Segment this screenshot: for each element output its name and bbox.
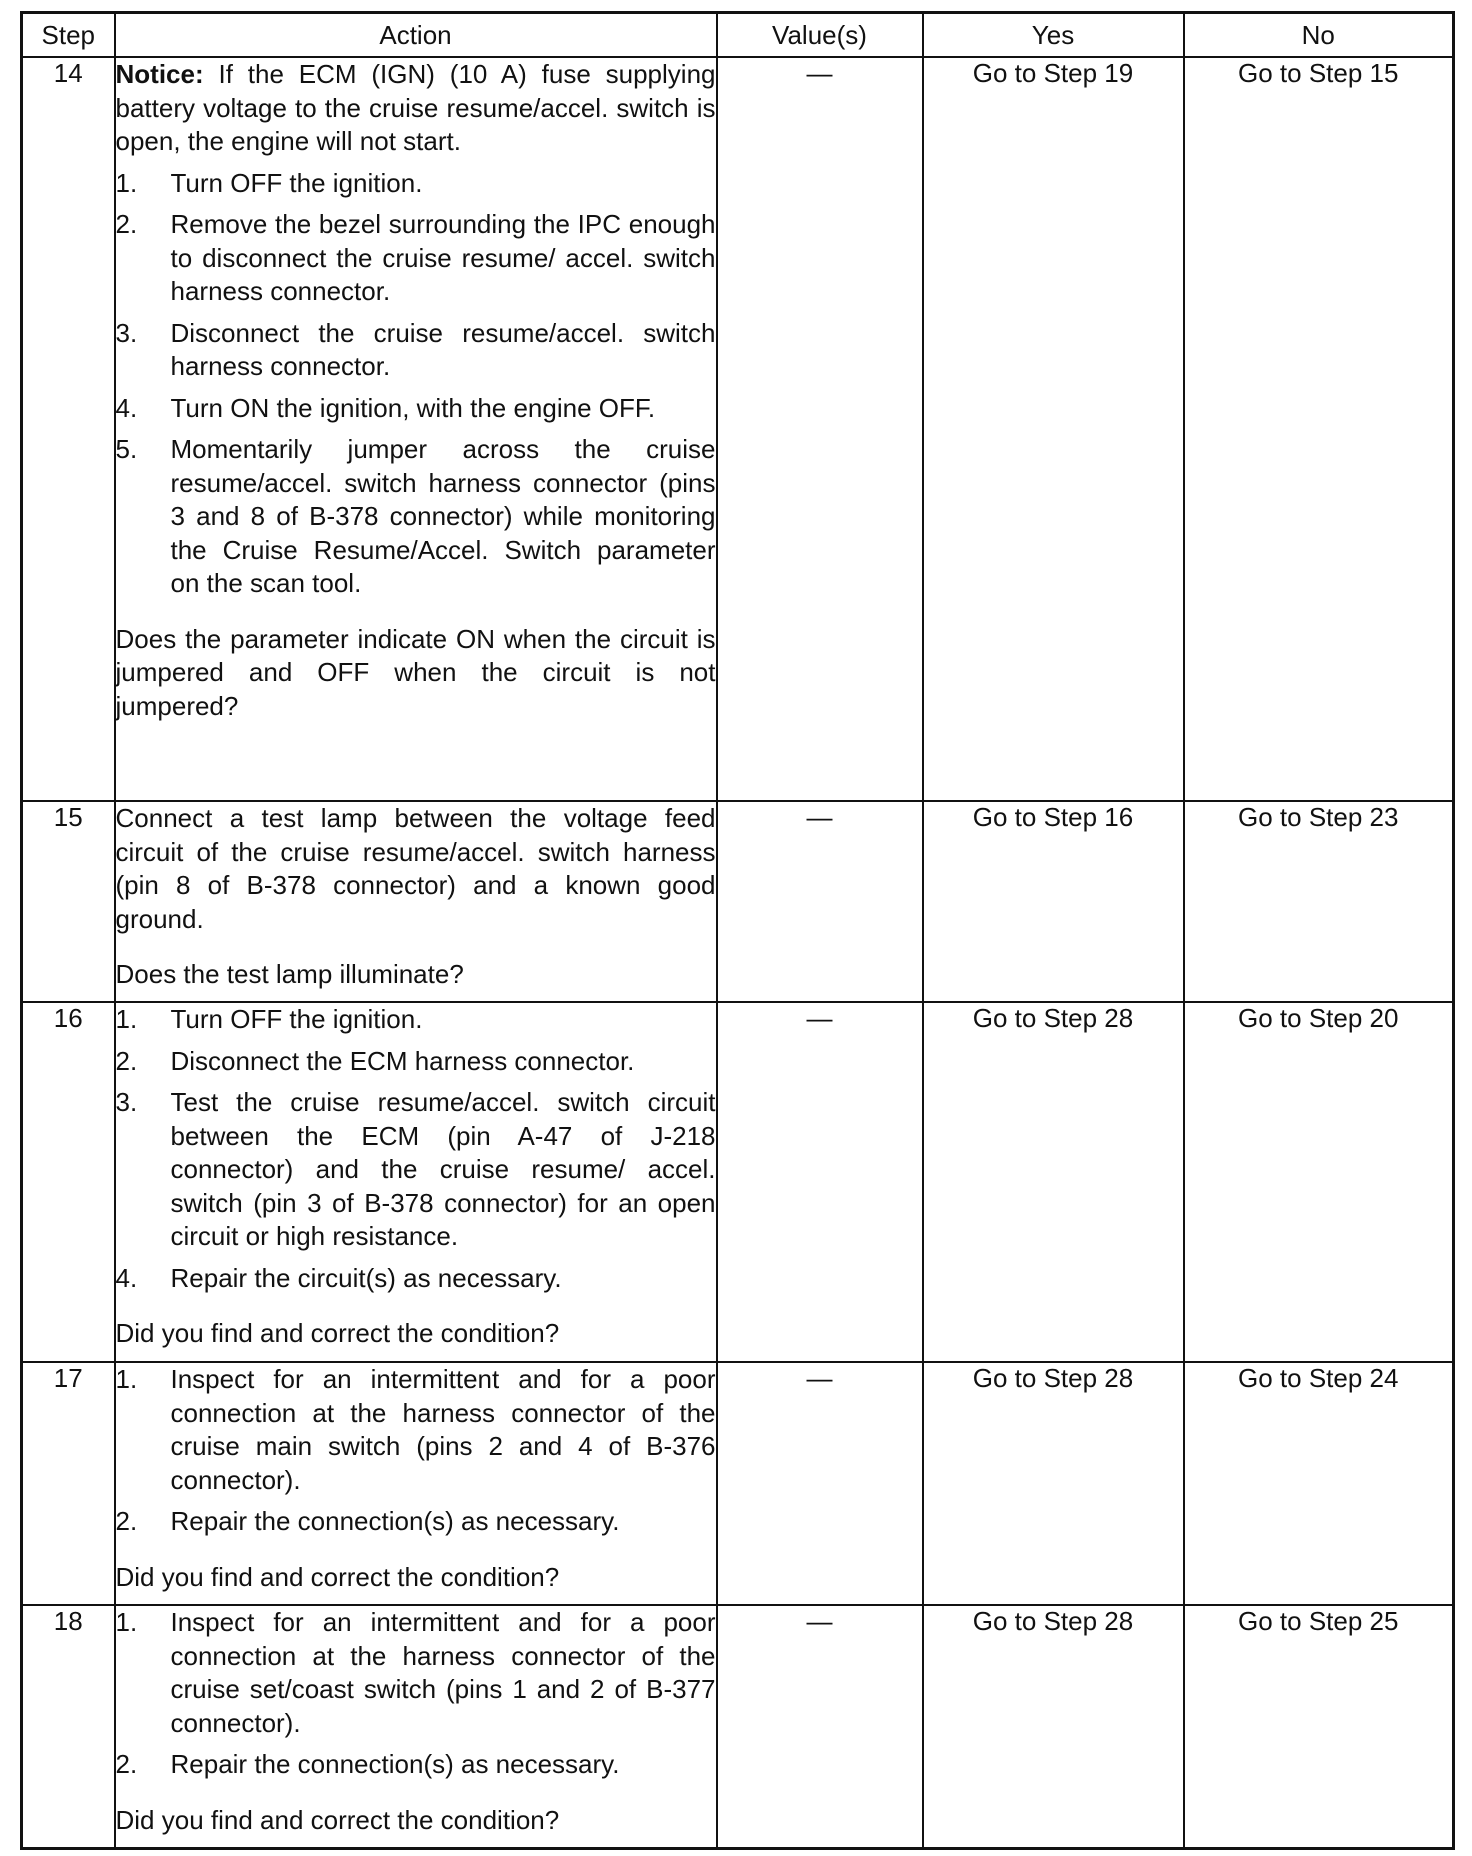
list-item [116,167,716,201]
action-steps [116,167,716,601]
question: Does the parameter indicate ON when the circuit is jumpered and OFF when the circuit is not jumpered? [115,623,716,721]
step-number: 18 [22,1605,115,1848]
item-text: Inspect for an intermittent and for a poor connection at the harness connector of the cruise set/coast switch (pins 1 and 2 of B-377 connector). [170,1607,716,1738]
table-row [22,57,1454,801]
yes-result: Go to Step 28 [923,1605,1184,1848]
no-result: Go to Step 20 [1184,1002,1454,1362]
value-cell: — [717,57,923,801]
item-number: 1. [115,1004,138,1034]
list-item [116,317,716,384]
action-cell [115,801,717,1002]
item-number: 3. [115,1087,138,1117]
item-number: 2. [115,1749,138,1779]
item-text: Repair the connection(s) as necessary. [170,1749,620,1779]
table-row [22,1002,1454,1362]
header-action: Action [115,13,717,58]
step-number: 17 [22,1362,115,1605]
step-number: 14 [22,57,115,801]
action-paragraph: Connect a test lamp between the voltage feed circuit of the cruise resume/accel. switch harness (pin 8 of B-378 connector) and a known good ground. [115,803,716,934]
item-text: Turn OFF the ignition. [170,1004,423,1034]
list-item [116,1748,716,1782]
list-item [116,1606,716,1740]
header-values: Value(s) [717,13,923,58]
item-text: Turn ON the ignition, with the engine OFF. [170,392,656,423]
action-steps [116,1363,716,1539]
item-text: Disconnect the cruise resume/accel. switch harness connector. [170,317,716,381]
step-number: 15 [22,801,115,1002]
list-item [116,1086,716,1254]
item-number: 1. [115,1364,138,1394]
notice-label: Notice: [115,59,204,89]
item-text: Repair the connection(s) as necessary. [170,1506,620,1536]
notice [116,58,716,159]
question: Did you find and correct the condition? [115,1804,560,1835]
list-item [116,208,716,309]
no-result: Go to Step 25 [1184,1605,1454,1848]
item-number: 2. [115,209,138,239]
list-item [116,1262,716,1296]
table-row [22,801,1454,1002]
item-text: Turn OFF the ignition. [170,167,423,198]
item-number: 2. [115,1045,138,1076]
item-text: Repair the circuit(s) as necessary. [170,1262,562,1293]
action-steps [116,1003,716,1295]
value-cell: — [717,1362,923,1605]
list-item [116,1003,716,1037]
question: Did you find and correct the condition? [115,1561,560,1592]
value-cell: — [717,1002,923,1362]
no-result: Go to Step 15 [1184,57,1454,801]
question: Did you find and correct the condition? [115,1318,560,1348]
item-number: 3. [115,317,138,348]
no-result: Go to Step 24 [1184,1362,1454,1605]
header-no: No [1184,13,1454,58]
item-text: Remove the bezel surrounding the IPC enough to disconnect the cruise resume/ accel. switch harness connector. [170,209,716,306]
item-number: 1. [115,167,138,198]
item-number: 4. [115,1262,138,1293]
list-item [116,392,716,426]
yes-result: Go to Step 28 [923,1362,1184,1605]
item-text: Test the cruise resume/accel. switch circuit between the ECM (pin A-47 of J-218 connector) and the cruise resume/ accel. switch (pin 3 of B-378 connector) for an open circuit or high resistance. [170,1087,716,1251]
step-number: 16 [22,1002,115,1362]
header-step: Step [22,13,115,58]
header-yes: Yes [923,13,1184,58]
action-cell [115,57,717,801]
value-cell: — [717,1605,923,1848]
item-text: Momentarily jumper across the cruise resume/accel. switch harness connector (pins 3 and 8 of B-378 connector) while monitoring the Cruise Resume/Accel. Switch parameter on the scan tool. [170,434,716,598]
table-row [22,1362,1454,1605]
action-cell [115,1605,717,1848]
diagnostic-table [20,11,1455,1850]
question: Does the test lamp illuminate? [115,959,464,989]
list-item [116,1363,716,1497]
yes-result: Go to Step 16 [923,801,1184,1002]
list-item [116,1045,716,1079]
list-item [116,433,716,601]
notice-text: If the ECM (IGN) (10 A) fuse supplying battery voltage to the cruise resume/accel. switch is open, the engine will not start. [115,59,716,156]
action-steps [116,1606,716,1782]
action-cell [115,1362,717,1605]
item-number: 4. [115,392,138,423]
item-number: 2. [115,1506,138,1536]
action-cell [115,1002,717,1362]
item-text: Disconnect the ECM harness connector. [170,1045,635,1076]
header-row [22,13,1454,58]
item-text: Inspect for an intermittent and for a poor connection at the harness connector of the cruise main switch (pins 2 and 4 of B-376 connector). [170,1364,716,1495]
no-result: Go to Step 23 [1184,801,1454,1002]
list-item [116,1505,716,1539]
item-number: 5. [115,434,138,464]
yes-result: Go to Step 19 [923,57,1184,801]
value-cell: — [717,801,923,1002]
yes-result: Go to Step 28 [923,1002,1184,1362]
item-number: 1. [115,1607,138,1637]
table-row [22,1605,1454,1848]
